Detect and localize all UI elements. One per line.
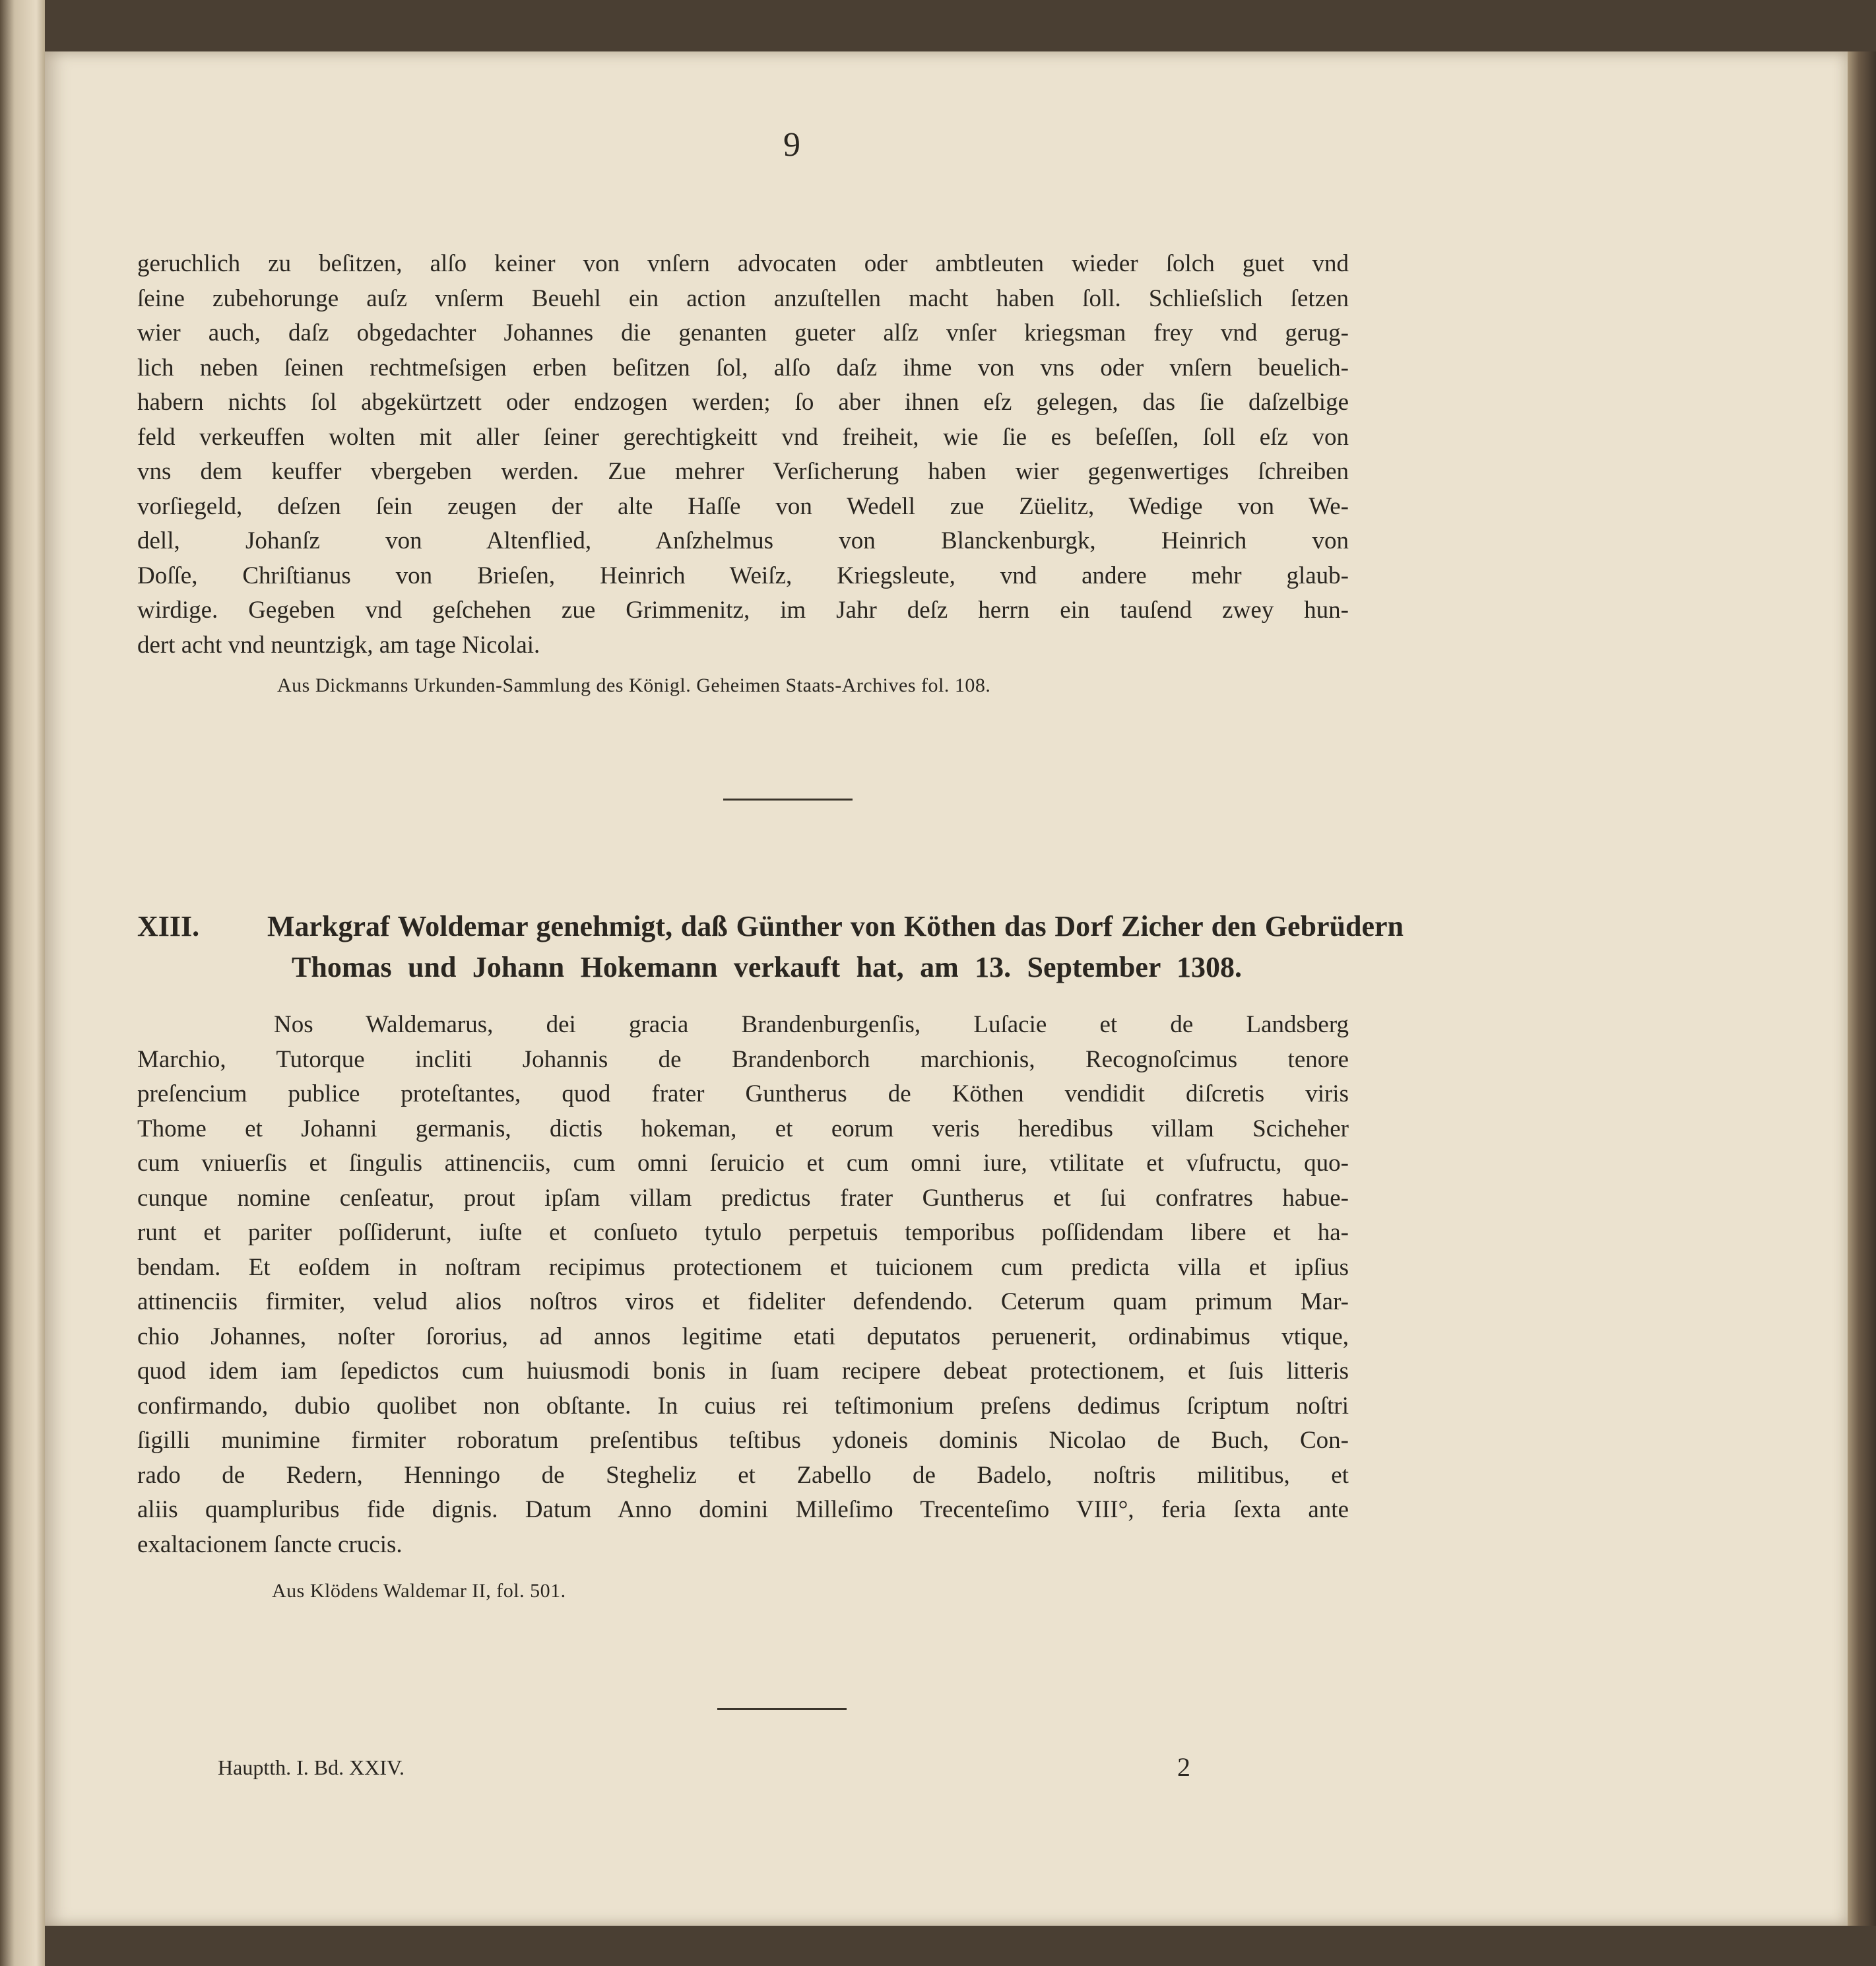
section-divider-1 xyxy=(723,799,853,801)
text-line: Doſſe, Chriſtianus von Brieſen, Heinrich Weiſz, Kriegsleute, vnd andere mehr glaub- xyxy=(137,562,1349,589)
text-line: feld verkeuffen wolten mit aller ſeiner gerechtigkeitt vnd freiheit, wie ſie es beſeſſen, ſoll eſz von xyxy=(137,423,1349,451)
text-line: ſeine zubehorunge auſz vnſerm Beuehl ein action anzuſtellen macht haben ſoll. Schlieſslich ſetzen xyxy=(137,284,1349,312)
text-line: wier auch, daſz obgedachter Johannes die genanten gueter alſz vnſer kriegsman frey vnd gerug- xyxy=(137,319,1349,346)
text-line: confirmando, dubio quolibet non obſtante. In cuius rei teſtimonium preſens dedimus ſcriptum noſtri xyxy=(137,1392,1349,1420)
text-line: chio Johannes, noſter ſororius, ad annos legitime etati deputatos peruenerit, ordinabimus vtique, xyxy=(137,1323,1349,1350)
book-cover-edge xyxy=(1848,51,1876,1926)
section-divider-2 xyxy=(717,1708,847,1710)
page-number: 9 xyxy=(783,126,800,164)
text-line: vorſiegeld, deſzen ſein zeugen der alte Haſſe von Wedell zue Züelitz, Wedige von We- xyxy=(137,492,1349,520)
document-2-number: XIII. xyxy=(137,910,200,942)
document-2-body xyxy=(137,1008,1349,1562)
text-line: vns dem keuffer vbergeben werden. Zue mehrer Verſicherung haben wier gegenwertiges ſchreiben xyxy=(137,458,1349,485)
text-line: lich neben ſeinen rechtmeſsigen erben beſitzen ſol, alſo daſz ihme von vns oder vnſern beuelich- xyxy=(137,354,1349,381)
text-line: geruchlich zu beſitzen, alſo keiner von vnſern advocaten oder ambtleuten wieder ſolch guet vnd xyxy=(137,250,1349,277)
text-line: Thome et Johanni germanis, dictis hokeman, et eorum veris heredibus villam Scicheher xyxy=(137,1115,1349,1142)
text-line: bendam. Et eoſdem in noſtram recipimus protectionem et tuicionem cum predicta villa et ipſius xyxy=(137,1253,1349,1281)
text-line: exaltacionem ſancte crucis. xyxy=(137,1530,403,1558)
document-2-title-line-1: Markgraf Woldemar genehmigt, daß Günther von Köthen das Dorf Zicher den Gebrüdern xyxy=(267,910,1404,942)
text-line: ſigilli munimine firmiter roboratum preſentibus teſtibus ydoneis dominis Nicolao de Buch, Con- xyxy=(137,1427,1349,1454)
text-line: dert acht vnd neuntzigk, am tage Nicolai. xyxy=(137,631,540,659)
text-line: Marchio, Tutorque incliti Johannis de Brandenborch marchionis, Recognoſcimus tenore xyxy=(137,1045,1349,1073)
text-line: cunque nomine cenſeatur, prout ipſam villam predictus frater Guntherus et ſui confratres habue- xyxy=(137,1184,1349,1212)
text-line: dell, Johanſz von Altenflied, Anſzhelmus von Blanckenburgk, Heinrich von xyxy=(137,527,1349,554)
text-line: cum vniuerſis et ſingulis attinenciis, cum omni ſeruicio et cum omni iure, vtilitate et vſufructu, quo- xyxy=(137,1150,1349,1177)
text-line: attinenciis firmiter, velud alios noſtros viros et fideliter defendendo. Ceterum quam primum Mar- xyxy=(137,1288,1349,1315)
document-2-source: Aus Klödens Waldemar II, fol. 501. xyxy=(272,1580,566,1602)
facing-page-edge xyxy=(0,0,45,1966)
text-line: rado de Redern, Henningo de Stegheliz et Zabello de Badelo, noſtris militibus, et xyxy=(137,1461,1349,1489)
document-1-body xyxy=(137,247,1349,663)
document-2-title-line-2: Thomas und Johann Hokemann verkauft hat, am 13. September 1308. xyxy=(292,951,1242,983)
text-line: habern nichts ſol abgekürtzett oder endzogen werden; ſo aber ihnen eſz gelegen, das ſie daſzelbige xyxy=(137,389,1349,416)
text-line: quod idem iam ſepedictos cum huiusmodi bonis in ſuam recipere debeat protectionem, et ſuis litteris xyxy=(137,1358,1349,1385)
footer-signature: Hauptth. I. Bd. XXIV. xyxy=(218,1755,404,1779)
text-line: wirdige. Gegeben vnd geſchehen zue Grimmenitz, im Jahr deſz herrn ein tauſend zwey hun- xyxy=(137,597,1349,624)
text-line: aliis quampluribus fide dignis. Datum Anno domini Milleſimo Trecenteſimo VIII°, feria ſexta ante xyxy=(137,1496,1349,1523)
text-line: preſencium publice proteſtantes, quod frater Guntherus de Köthen vendidit diſcretis viris xyxy=(137,1080,1349,1107)
text-line: Nos Waldemarus, dei gracia Brandenburgenſis, Luſacie et de Landsberg xyxy=(274,1011,1349,1038)
footer-sheet-number: 2 xyxy=(1177,1752,1190,1782)
document-1-source: Aus Dickmanns Urkunden-Sammlung des Königl. Geheimen Staats-Archives fol. 108. xyxy=(277,674,991,696)
text-line: runt et pariter poſſiderunt, iuſte et conſueto tytulo perpetuis temporibus poſſidendam libere et ha- xyxy=(137,1219,1349,1246)
